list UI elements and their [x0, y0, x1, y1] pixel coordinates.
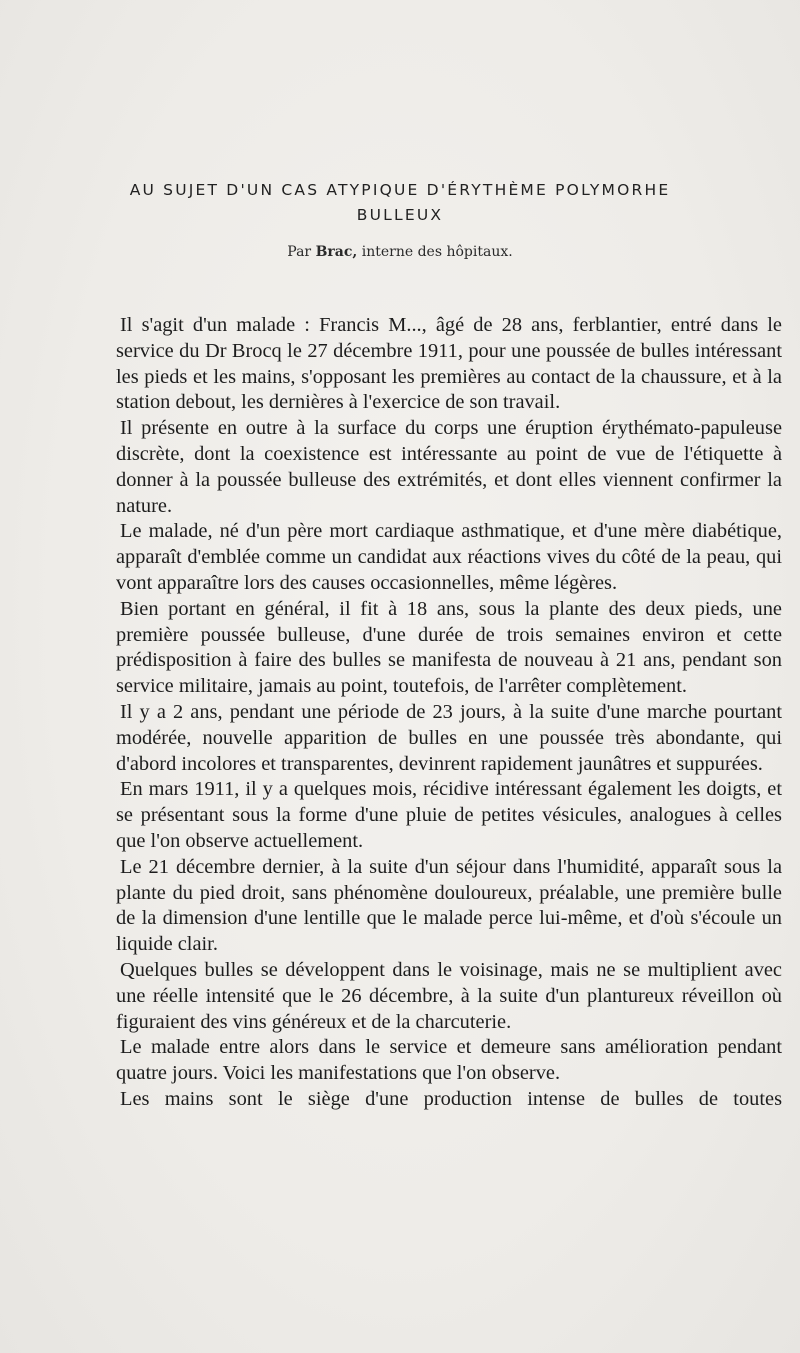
title-line-2: BULLEUX — [356, 206, 444, 224]
paragraph-3: Le malade, né d'un père mort cardiaque asthmatique, et d'une mère diabétique, apparaît d'emblée comme un candidat aux réactions vives du côté de la peau, qui vont apparaître lors des causes occasionnelles, même légères. — [116, 520, 782, 594]
article-title — [0, 178, 800, 228]
paragraph-4: Bien portant en général, il fit à 18 ans, sous la plante des deux pieds, une première poussée bulleuse, d'une durée de trois semaines environ et cette prédisposition à faire des bulles se manifesta de nouveau à 21 ans, pendant son service militaire, jamais au point, toutefois, de l'arrêter complètement. — [116, 597, 782, 698]
author-role: interne des hôpitaux. — [361, 244, 513, 260]
paragraph-6: En mars 1911, il y a quelques mois, récidive intéressant également les doigts, et se présentant sous la forme d'une pluie de petites vésicules, analogues à celles que l'on observe actuellement. — [116, 778, 782, 852]
paragraph-7: Le 21 décembre dernier, à la suite d'un séjour dans l'humidité, apparaît sous la plante du pied droit, sans phénomène douloureux, préalable, une première bulle de la dimension d'une lentille que le malade perce lui-même, et d'où s'écoule un liquide clair. — [116, 855, 782, 956]
paragraph-8: Quelques bulles se développent dans le voisinage, mais ne se multiplient avec une réelle intensité que le 26 décembre, à la suite d'un plantureux réveillon où figuraient des vins généreux et de la charcuterie. — [116, 958, 782, 1033]
paragraph-1: Il s'agit d'un malade : Francis M..., âgé de 28 ans, ferblantier, entré dans le service du Dr Brocq le 27 décembre 1911, pour une poussée de bulles intéressant les pieds et les mains, s'opposant les premières au contact de la chaussure, et à la station debout, les dernières à l'exercice de son travail. — [116, 314, 782, 414]
author-byline — [0, 242, 800, 262]
author-name: Brac, — [315, 244, 358, 260]
title-line-1: AU SUJET D'UN CAS ATYPIQUE D'ÉRYTHÈME POLYMORHE — [129, 181, 671, 199]
article-body — [116, 313, 782, 1113]
paragraph-9: Le malade entre alors dans le service et demeure sans amélioration pendant quatre jours. Voici les manifestations que l'on observe. — [116, 1036, 782, 1085]
byline-prefix: Par — [287, 244, 312, 260]
paragraph-2: Il présente en outre à la surface du corps une éruption érythémato-papuleuse discrète, dont la coexistence est intéressante au point de vue de l'étiquette à donner à la poussée bulleuse des extrémités, et dont elles viennent confirmer la nature. — [116, 417, 782, 517]
paragraph-10: Les mains sont le siège d'une production intense de bulles de toutes — [120, 1087, 782, 1110]
paragraph-5: Il y a 2 ans, pendant une période de 23 jours, à la suite d'une marche pourtant modérée, nouvelle apparition de bulles en une poussée très abondante, qui d'abord incolores et transparentes, devinrent rapidement jaunâtres et suppurées. — [116, 700, 782, 775]
